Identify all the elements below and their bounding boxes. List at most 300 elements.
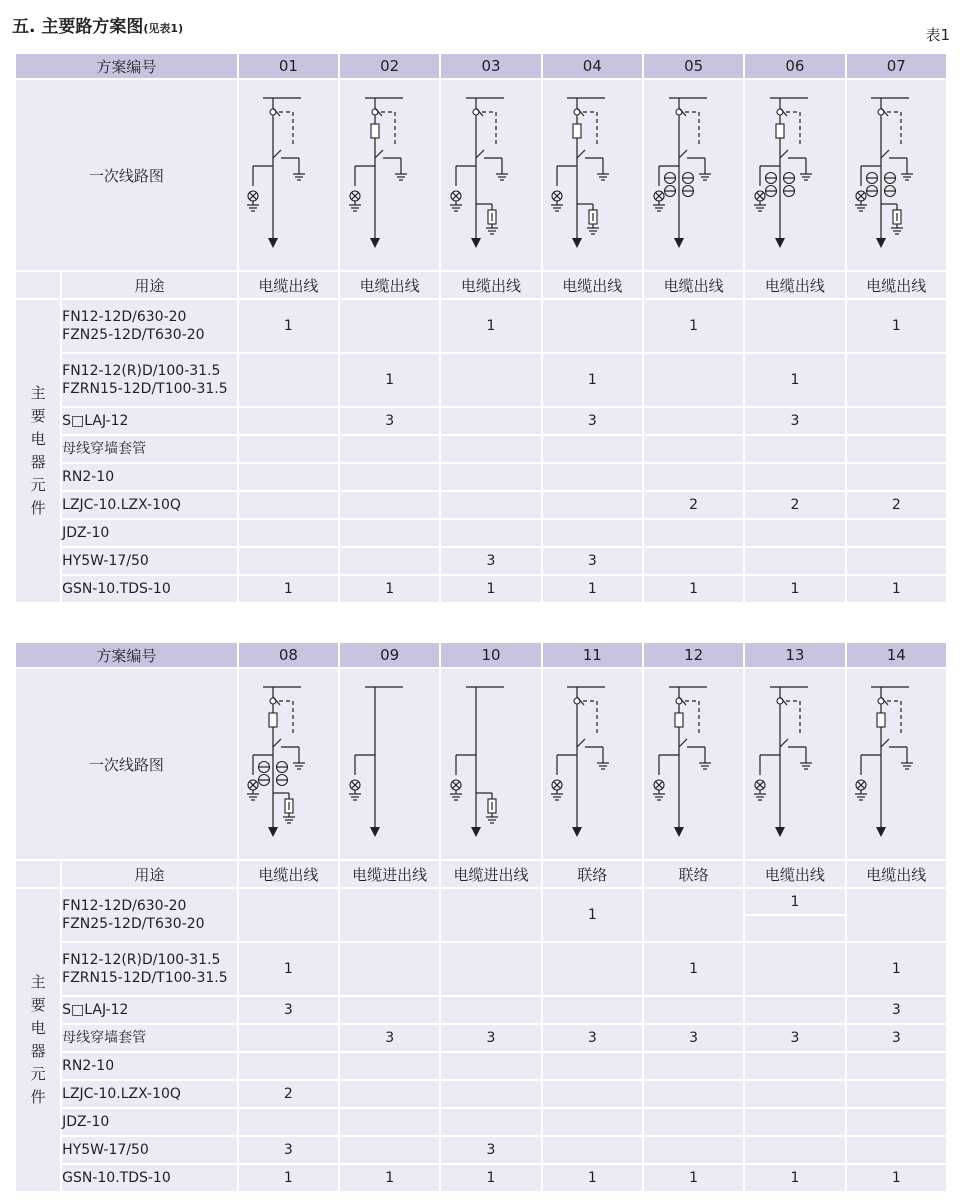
side-label-char: 要	[30, 407, 46, 425]
outgoing-arrow-icon	[674, 238, 684, 248]
component-row	[15, 519, 947, 547]
diagram-label: 一次线路图	[15, 79, 238, 271]
component-qty: 1	[745, 890, 844, 916]
component-qty: 1	[643, 575, 744, 603]
earth-icon	[486, 228, 498, 234]
indicator-lamp-icon	[551, 191, 563, 211]
component-qty	[339, 888, 440, 942]
component-name	[61, 491, 238, 519]
fuse-icon	[877, 713, 885, 727]
component-qty	[440, 407, 541, 435]
component-row	[15, 1024, 947, 1052]
component-qty: 1	[542, 1164, 643, 1192]
component-qty	[643, 547, 744, 575]
diagram-04	[547, 86, 637, 264]
use-value: 电缆出线	[744, 271, 845, 299]
component-name	[61, 1052, 238, 1080]
indicator-lamp-icon	[653, 191, 665, 211]
earth-switch-blade	[375, 150, 383, 158]
indicator-lamp-icon	[349, 191, 361, 211]
indicator-lamp-icon	[551, 780, 563, 800]
outgoing-arrow-icon	[572, 238, 582, 248]
outgoing-arrow-icon	[674, 827, 684, 837]
component-qty	[542, 463, 643, 491]
component-name-line: LZJC-10.LZX-10Q	[62, 1086, 181, 1102]
component-qty: 3	[744, 1024, 845, 1052]
component-row	[15, 575, 947, 603]
component-name	[61, 888, 238, 942]
component-qty: 3	[339, 1024, 440, 1052]
component-qty: 3	[643, 1024, 744, 1052]
column-number: 04	[542, 53, 643, 79]
earth-icon	[395, 174, 407, 180]
component-row	[15, 435, 947, 463]
component-name-line: GSN-10.TDS-10	[62, 1170, 171, 1186]
component-qty: 3	[238, 996, 339, 1024]
earth-icon	[653, 794, 665, 800]
column-number: 10	[440, 642, 541, 668]
earth-icon	[247, 205, 259, 211]
earth-icon	[587, 228, 599, 234]
earth-icon	[891, 228, 903, 234]
diagram-07	[851, 86, 941, 264]
component-qty: 1	[846, 299, 947, 353]
component-qty	[846, 463, 947, 491]
component-name-line: S□LAJ-12	[62, 413, 129, 429]
indicator-lamp-icon	[450, 780, 462, 800]
component-qty	[846, 1136, 947, 1164]
outgoing-arrow-icon	[268, 238, 278, 248]
component-qty: 3	[846, 1024, 947, 1052]
component-name	[61, 1024, 238, 1052]
surge-arrester-icon	[891, 210, 903, 234]
diagram-14	[851, 675, 941, 853]
column-number: 12	[643, 642, 744, 668]
component-name-line: FN12-12D/630-20	[62, 309, 187, 325]
earth-switch-blade	[679, 150, 687, 158]
component-name	[61, 996, 238, 1024]
indicator-lamp-icon	[450, 191, 462, 211]
earth-icon	[800, 174, 812, 180]
component-qty	[542, 942, 643, 996]
side-label-char: 件	[30, 499, 46, 517]
empty-half	[745, 916, 844, 940]
column-number: 14	[846, 642, 947, 668]
component-qty	[846, 1108, 947, 1136]
component-name-line: FN12-12D/630-20	[62, 898, 187, 914]
split-value-cell	[744, 888, 845, 942]
outgoing-arrow-icon	[775, 827, 785, 837]
component-qty	[238, 463, 339, 491]
diagram-11	[547, 675, 637, 853]
diagram-cell	[542, 668, 643, 860]
component-qty	[339, 942, 440, 996]
indicator-lamp-icon	[653, 780, 665, 800]
component-name-line: FN12-12(R)D/100-31.5	[62, 952, 221, 968]
component-name-line: RN2-10	[62, 1058, 115, 1074]
diagram-cell	[744, 79, 845, 271]
component-name-line: FN12-12(R)D/100-31.5	[62, 363, 221, 379]
surge-arrester-icon	[486, 799, 498, 823]
component-name	[61, 407, 238, 435]
fuse-icon	[573, 124, 581, 138]
diagram-cell	[542, 79, 643, 271]
surge-arrester-icon	[486, 210, 498, 234]
component-qty: 3	[744, 407, 845, 435]
column-number: 13	[744, 642, 845, 668]
component-qty	[339, 519, 440, 547]
component-name	[61, 299, 238, 353]
component-row	[15, 353, 947, 407]
earth-icon	[699, 174, 711, 180]
scheme-table-2	[14, 641, 948, 1193]
component-qty	[440, 1080, 541, 1108]
earth-switch-blade	[577, 150, 585, 158]
diagram-cell	[744, 668, 845, 860]
earth-switch-blade	[780, 739, 788, 747]
diagram-01	[243, 86, 333, 264]
component-qty: 2	[238, 1080, 339, 1108]
use-value: 电缆出线	[542, 271, 643, 299]
component-qty: 2	[643, 491, 744, 519]
component-qty	[846, 1080, 947, 1108]
component-qty	[643, 353, 744, 407]
outgoing-arrow-icon	[370, 238, 380, 248]
component-row	[15, 547, 947, 575]
earth-switch-blade	[679, 739, 687, 747]
component-row	[15, 888, 947, 942]
component-qty	[440, 491, 541, 519]
component-qty: 1	[846, 942, 947, 996]
component-qty	[643, 407, 744, 435]
indicator-lamp-icon	[855, 780, 867, 800]
fuse-icon	[776, 124, 784, 138]
diagram-cell	[440, 668, 541, 860]
earth-icon	[754, 794, 766, 800]
component-qty	[440, 1108, 541, 1136]
component-qty	[339, 996, 440, 1024]
component-qty	[440, 888, 541, 942]
component-qty	[744, 1080, 845, 1108]
component-qty	[643, 1052, 744, 1080]
component-qty	[744, 1052, 845, 1080]
earth-icon	[597, 763, 609, 769]
use-value: 电缆出线	[440, 271, 541, 299]
earth-icon	[283, 817, 295, 823]
earth-switch-blade	[273, 150, 281, 158]
earth-icon	[293, 763, 305, 769]
component-name-line: 母线穿墙套管	[62, 441, 147, 457]
outgoing-arrow-icon	[572, 827, 582, 837]
column-number: 07	[846, 53, 947, 79]
component-name	[61, 1080, 238, 1108]
component-qty	[339, 299, 440, 353]
component-name	[61, 519, 238, 547]
component-qty	[846, 407, 947, 435]
use-value: 电缆出线	[238, 860, 339, 888]
component-qty: 1	[643, 942, 744, 996]
component-name-line: RN2-10	[62, 469, 115, 485]
component-name-line: HY5W-17/50	[62, 553, 149, 569]
diagram-row	[15, 79, 947, 271]
component-row	[15, 942, 947, 996]
component-qty: 1	[846, 575, 947, 603]
component-qty: 1	[238, 942, 339, 996]
component-qty	[744, 1136, 845, 1164]
earth-icon	[855, 794, 867, 800]
component-qty	[339, 1136, 440, 1164]
component-qty	[238, 491, 339, 519]
component-name-line: S□LAJ-12	[62, 1002, 129, 1018]
side-label-char: 元	[30, 1065, 46, 1083]
diagram-label: 一次线路图	[15, 668, 238, 860]
header-label: 方案编号	[15, 642, 238, 668]
column-number: 05	[643, 53, 744, 79]
diagram-cell	[440, 79, 541, 271]
component-qty	[238, 1024, 339, 1052]
outgoing-arrow-icon	[471, 238, 481, 248]
component-qty	[542, 491, 643, 519]
component-qty	[643, 435, 744, 463]
component-qty: 1	[238, 299, 339, 353]
outgoing-arrow-icon	[876, 238, 886, 248]
component-qty	[542, 1052, 643, 1080]
earth-icon	[551, 205, 563, 211]
component-qty	[744, 299, 845, 353]
component-name	[61, 547, 238, 575]
fuse-icon	[371, 124, 379, 138]
component-name	[61, 1164, 238, 1192]
use-row	[15, 860, 947, 888]
header-row	[15, 642, 947, 668]
earth-icon	[855, 205, 867, 211]
indicator-lamp-icon	[754, 780, 766, 800]
component-qty	[339, 491, 440, 519]
earth-icon	[450, 794, 462, 800]
component-qty: 2	[846, 491, 947, 519]
diagram-06	[750, 86, 840, 264]
component-name-line: 母线穿墙套管	[62, 1030, 147, 1046]
use-value: 电缆出线	[238, 271, 339, 299]
component-qty: 1	[238, 575, 339, 603]
use-value: 电缆出线	[846, 860, 947, 888]
component-qty	[339, 1080, 440, 1108]
column-number: 09	[339, 642, 440, 668]
component-name-line: FZN25-12D/T630-20	[62, 327, 205, 343]
component-qty	[238, 407, 339, 435]
indicator-lamp-icon	[247, 780, 259, 800]
diagram-05	[649, 86, 739, 264]
component-qty	[440, 996, 541, 1024]
earth-icon	[450, 205, 462, 211]
indicator-lamp-icon	[349, 780, 361, 800]
component-qty	[542, 996, 643, 1024]
use-value: 电缆出线	[643, 271, 744, 299]
earth-switch-blade	[577, 739, 585, 747]
earth-icon	[247, 794, 259, 800]
earth-switch-blade	[881, 739, 889, 747]
component-qty	[339, 1052, 440, 1080]
column-number: 08	[238, 642, 339, 668]
component-qty	[440, 463, 541, 491]
component-qty: 2	[744, 491, 845, 519]
component-qty	[542, 1080, 643, 1108]
component-qty	[846, 888, 947, 942]
diagram-13	[750, 675, 840, 853]
diagram-03	[446, 86, 536, 264]
use-value: 电缆进出线	[339, 860, 440, 888]
component-qty: 3	[542, 1024, 643, 1052]
side-label-char: 器	[30, 453, 46, 471]
component-qty: 1	[643, 1164, 744, 1192]
diagram-cell	[643, 668, 744, 860]
component-row	[15, 491, 947, 519]
side-label-char: 元	[30, 476, 46, 494]
component-qty	[542, 519, 643, 547]
component-qty	[643, 888, 744, 942]
use-value: 联络	[643, 860, 744, 888]
earth-icon	[754, 205, 766, 211]
component-qty: 3	[542, 547, 643, 575]
component-qty	[238, 1052, 339, 1080]
component-row	[15, 299, 947, 353]
use-value: 联络	[542, 860, 643, 888]
earth-icon	[597, 174, 609, 180]
diagram-02	[345, 86, 435, 264]
diagram-cell	[643, 79, 744, 271]
side-label-char: 电	[30, 1019, 46, 1037]
component-qty	[643, 463, 744, 491]
component-name	[61, 1136, 238, 1164]
use-label: 用途	[61, 860, 238, 888]
side-label-char: 电	[30, 430, 46, 448]
component-qty: 1	[542, 575, 643, 603]
component-qty	[744, 463, 845, 491]
scheme-table-1	[14, 52, 948, 604]
component-name-line: JDZ-10	[62, 525, 110, 541]
section-title-note: (见表1)	[143, 22, 184, 35]
component-qty: 1	[744, 1164, 845, 1192]
component-qty	[744, 1108, 845, 1136]
surge-arrester-icon	[283, 799, 295, 823]
diagram-12	[649, 675, 739, 853]
component-qty	[440, 942, 541, 996]
component-qty	[542, 1108, 643, 1136]
diagram-row	[15, 668, 947, 860]
component-name-line: GSN-10.TDS-10	[62, 581, 171, 597]
component-qty	[744, 435, 845, 463]
outgoing-arrow-icon	[268, 827, 278, 837]
component-qty	[846, 519, 947, 547]
earth-icon	[551, 794, 563, 800]
diagram-08	[243, 675, 333, 853]
component-qty	[846, 1052, 947, 1080]
earth-switch-blade	[476, 150, 484, 158]
component-row	[15, 1052, 947, 1080]
component-qty	[440, 435, 541, 463]
component-qty	[339, 435, 440, 463]
component-qty	[846, 353, 947, 407]
component-name	[61, 435, 238, 463]
header-label: 方案编号	[15, 53, 238, 79]
component-name	[61, 575, 238, 603]
use-value: 电缆出线	[846, 271, 947, 299]
outgoing-arrow-icon	[471, 827, 481, 837]
surge-arrester-icon	[587, 210, 599, 234]
component-qty	[238, 519, 339, 547]
earth-icon	[699, 763, 711, 769]
earth-icon	[800, 763, 812, 769]
earth-icon	[349, 205, 361, 211]
diagram-cell	[238, 79, 339, 271]
earth-switch-blade	[273, 739, 281, 747]
component-row	[15, 996, 947, 1024]
earth-icon	[496, 174, 508, 180]
component-qty: 1	[846, 1164, 947, 1192]
blank-cell	[15, 271, 61, 299]
earth-icon	[901, 763, 913, 769]
indicator-lamp-icon	[855, 191, 867, 211]
component-qty: 1	[744, 575, 845, 603]
component-qty: 1	[238, 1164, 339, 1192]
component-qty: 3	[238, 1136, 339, 1164]
component-row	[15, 463, 947, 491]
component-name	[61, 942, 238, 996]
component-name	[61, 463, 238, 491]
earth-switch-blade	[881, 150, 889, 158]
component-qty: 1	[339, 353, 440, 407]
component-qty	[542, 1136, 643, 1164]
component-qty	[238, 353, 339, 407]
diagram-cell	[846, 79, 947, 271]
component-qty	[643, 1080, 744, 1108]
indicator-lamp-icon	[247, 191, 259, 211]
component-qty	[643, 1108, 744, 1136]
component-qty	[339, 1108, 440, 1136]
component-name-line: FZRN15-12D/T100-31.5	[62, 381, 228, 397]
earth-icon	[901, 174, 913, 180]
component-qty: 1	[744, 353, 845, 407]
component-row	[15, 1136, 947, 1164]
column-number: 01	[238, 53, 339, 79]
diagram-10	[446, 675, 536, 853]
component-qty: 1	[440, 1164, 541, 1192]
component-qty: 1	[339, 1164, 440, 1192]
side-label-char: 器	[30, 1042, 46, 1060]
component-qty	[846, 435, 947, 463]
component-qty	[744, 942, 845, 996]
component-qty: 1	[440, 299, 541, 353]
component-name-line: HY5W-17/50	[62, 1142, 149, 1158]
earth-icon	[349, 794, 361, 800]
component-row	[15, 1164, 947, 1192]
component-side-label	[15, 299, 61, 603]
component-name-line: FZN25-12D/T630-20	[62, 916, 205, 932]
outgoing-arrow-icon	[876, 827, 886, 837]
component-qty	[339, 463, 440, 491]
component-side-label	[15, 888, 61, 1192]
side-label-char: 主	[30, 973, 46, 991]
component-qty	[238, 1108, 339, 1136]
side-label-char: 要	[30, 996, 46, 1014]
outgoing-arrow-icon	[775, 238, 785, 248]
component-qty	[238, 435, 339, 463]
column-number: 03	[440, 53, 541, 79]
diagram-cell	[339, 79, 440, 271]
component-qty	[846, 547, 947, 575]
use-value: 电缆出线	[339, 271, 440, 299]
component-row	[15, 407, 947, 435]
